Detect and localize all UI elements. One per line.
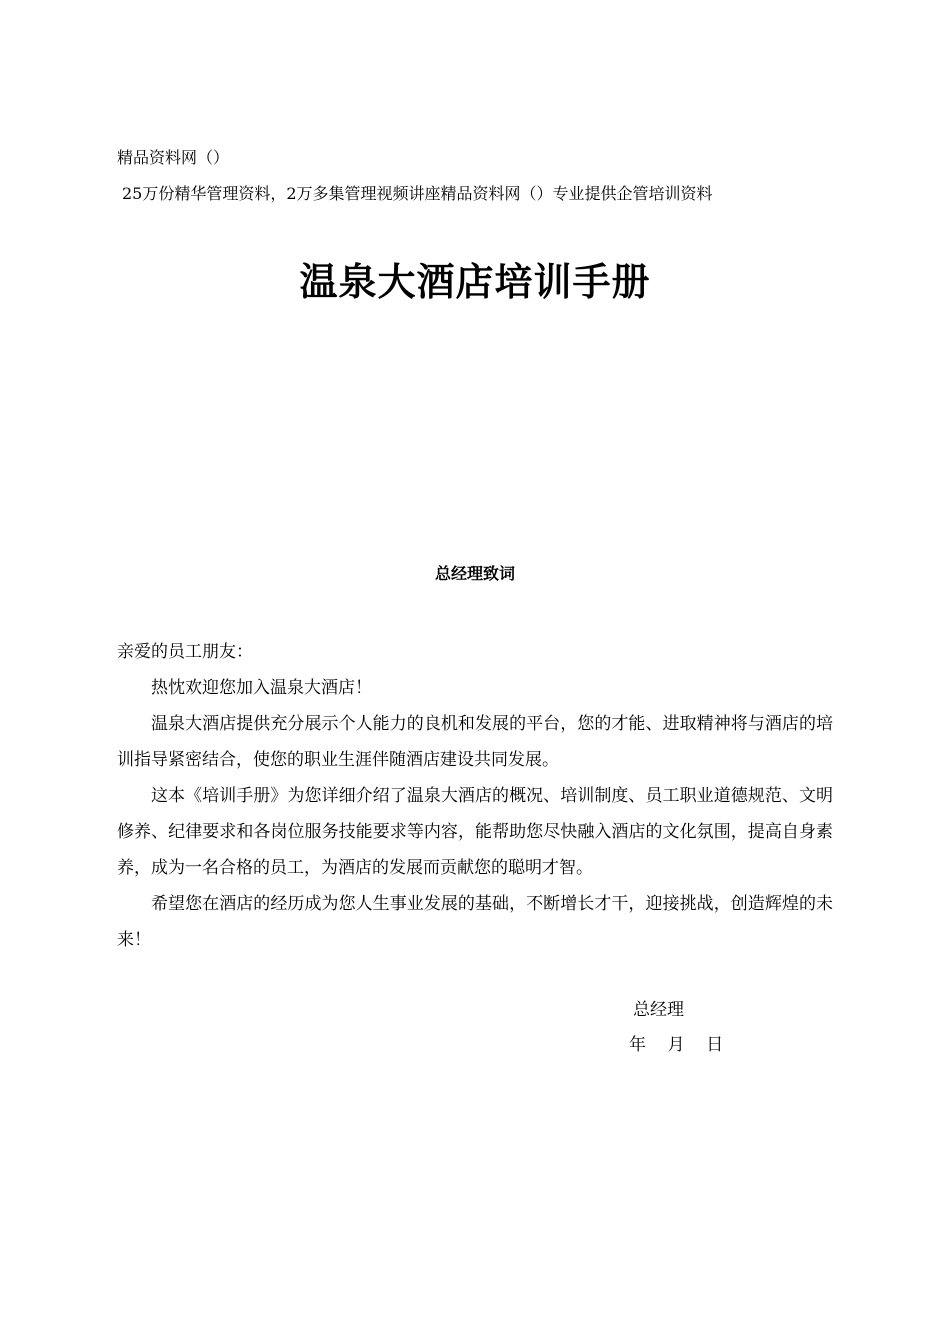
paragraph-platform: 温泉大酒店提供充分展示个人能力的良机和发展的平台，您的才能、进取精神将与酒店的培训指导紧密结合，使您的职业生涯伴随酒店建设共同发展。 <box>117 714 833 770</box>
header-tagline: 25万份精华管理资料，2万多集管理视频讲座精品资料网（）专业提供企管培训资料 <box>122 184 713 203</box>
salutation: 亲爱的员工朋友： <box>117 642 253 662</box>
section-title: 总经理致词 <box>434 564 515 583</box>
paragraph-handbook: 这本《培训手册》为您详细介绍了温泉大酒店的概况、培训制度、员工职业道德规范、文明修养、纪律要求和各岗位服务技能要求等内容，能帮助您尽快融入酒店的文化氛围，提高自身素养，成为一名合格的员工，为酒店的发展而贡献您的聪明才智。 <box>117 786 833 878</box>
signature-title: 总经理 <box>633 1000 684 1020</box>
signature-date: 年 月 日 <box>629 1035 724 1055</box>
paragraph-hope: 希望您在酒店的经历成为您人生事业发展的基础，不断增长才干，迎接挑战，创造辉煌的未来！ <box>117 894 833 950</box>
document-title: 温泉大酒店培训手册 <box>299 260 651 304</box>
paragraph-welcome: 热忱欢迎您加入温泉大酒店！ <box>151 678 372 698</box>
letter-body <box>117 634 833 958</box>
header-site-name: 精品资料网（） <box>117 148 230 167</box>
